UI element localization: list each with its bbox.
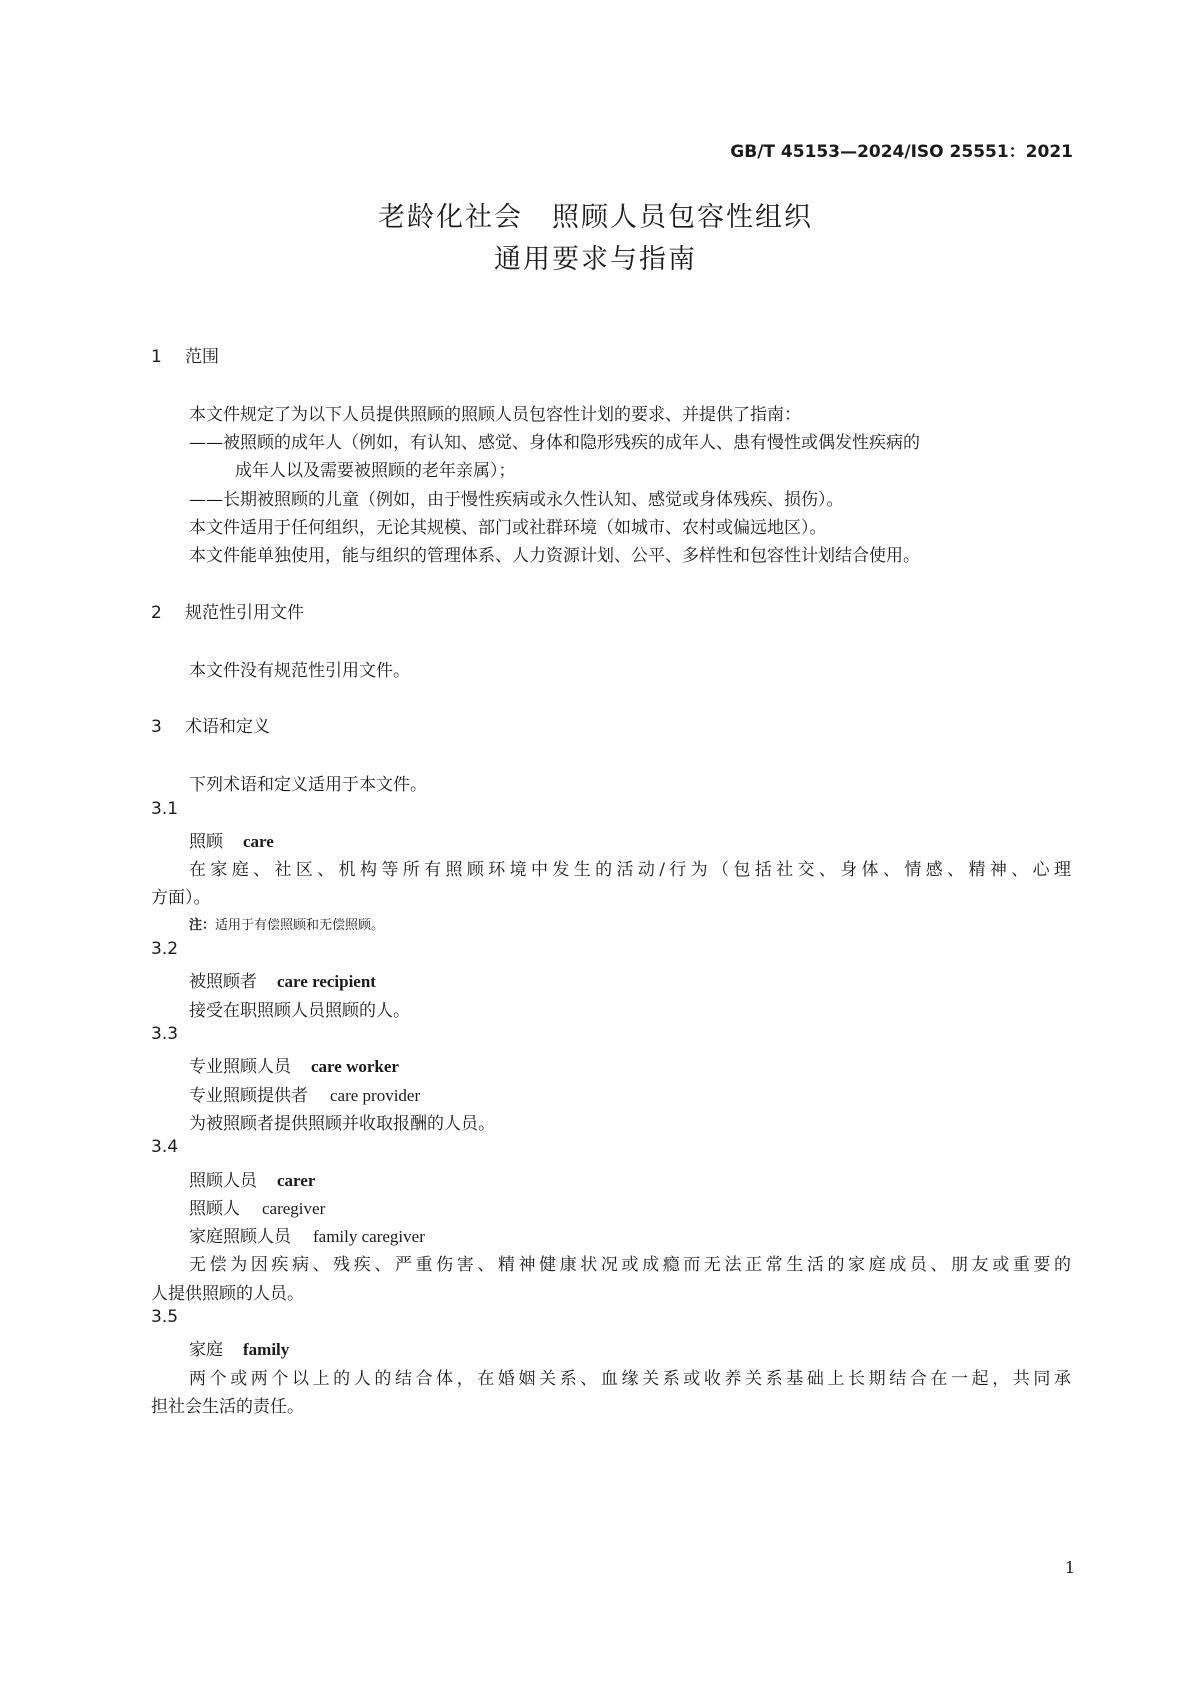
term-number: 3.2: [151, 939, 179, 959]
term-number: 3.4: [151, 1137, 179, 1157]
term-definition: 接受在职照顾人员照顾的人。: [189, 1001, 410, 1021]
alt-en: family caregiver: [313, 1227, 425, 1246]
section-number: 2: [151, 603, 162, 623]
term-en: care recipient: [277, 972, 376, 991]
term-definition: 两个或两个以上的人的结合体，在婚姻关系、血缘关系或收养关系基础上长期结合在一起，共同承: [189, 1369, 1071, 1389]
term-en: care worker: [311, 1057, 399, 1076]
term-zh: 照顾人员: [189, 1171, 257, 1191]
terms-intro: 下列术语和定义适用于本文件。: [189, 775, 427, 795]
scope-item-2: ——长期被照顾的儿童（例如，由于慢性疾病或永久性认知、感觉或身体残疾、损伤）。: [189, 490, 844, 510]
term-care-recipient: [189, 967, 376, 992]
normative-references-text: 本文件没有规范性引用文件。: [189, 661, 410, 681]
alt-en: caregiver: [262, 1199, 326, 1218]
term-definition: 为被照顾者提供照顾并收取报酬的人员。: [189, 1114, 495, 1134]
page-number: 1: [1064, 1558, 1075, 1577]
term-definition-cont: 方面）。: [151, 888, 211, 908]
alt-zh: 家庭照顾人员: [189, 1227, 291, 1247]
section-2-heading: [151, 598, 304, 623]
section-number: 1: [151, 347, 162, 367]
term-admitted-alt-2: [189, 1222, 425, 1247]
term-en: family: [243, 1340, 290, 1359]
term-zh: 家庭: [189, 1340, 223, 1360]
scope-applicability: 本文件适用于任何组织，无论其规模、部门或社群环境（如城市、农村或偏远地区）。: [189, 518, 827, 538]
scope-item-1-cont: 成年人以及需要被照顾的老年亲属）；: [235, 461, 516, 481]
standard-code: GB/T 45153—2024/ISO 25551：2021: [730, 142, 1073, 162]
document-title-line1: 老龄化社会 照顾人员包容性组织: [378, 202, 813, 233]
term-definition: 无偿为因疾病、残疾、严重伤害、精神健康状况或成瘾而无法正常生活的家庭成员、朋友或重要的: [189, 1255, 1071, 1275]
alt-en: care provider: [330, 1086, 421, 1105]
term-number: 3.5: [151, 1307, 179, 1327]
section-3-heading: [151, 712, 270, 737]
term-care-worker: [189, 1052, 399, 1077]
scope-usage: 本文件能单独使用，能与组织的管理体系、人力资源计划、公平、多样性和包容性计划结合使用。: [189, 546, 920, 566]
term-definition-cont: 人提供照顾的人员。: [151, 1284, 304, 1304]
term-note: [189, 914, 384, 933]
term-zh: 照顾: [189, 832, 223, 852]
term-number: 3.1: [151, 799, 179, 819]
alt-zh: 专业照顾提供者: [189, 1086, 308, 1106]
term-en: care: [243, 832, 274, 851]
term-admitted-alt: [189, 1081, 420, 1106]
term-care: [189, 827, 274, 852]
section-1-heading: [151, 342, 219, 367]
note-text: 适用于有偿照顾和无偿照顾。: [215, 918, 385, 933]
section-title: 规范性引用文件: [185, 603, 304, 623]
scope-intro: 本文件规定了为以下人员提供照顾的照顾人员包容性计划的要求、并提供了指南：: [189, 405, 801, 425]
document-title-line2: 通用要求与指南: [494, 244, 697, 275]
term-definition: 在家庭、社区、机构等所有照顾环境中发生的活动/行为（包括社交、身体、情感、精神、心理: [189, 860, 1071, 880]
term-admitted-alt-1: [189, 1194, 325, 1219]
term-carer: [189, 1166, 315, 1191]
section-title: 范围: [185, 347, 219, 367]
section-number: 3: [151, 717, 162, 737]
term-zh: 专业照顾人员: [189, 1057, 291, 1077]
term-en: carer: [277, 1171, 316, 1190]
term-zh: 被照顾者: [189, 972, 257, 992]
note-label: 注：: [189, 918, 216, 933]
term-number: 3.3: [151, 1024, 179, 1044]
term-family: [189, 1335, 289, 1360]
term-definition-cont: 担社会生活的责任。: [151, 1397, 304, 1417]
section-title: 术语和定义: [185, 717, 270, 737]
scope-item-1: ——被照顾的成年人（例如，有认知、感觉、身体和隐形残疾的成年人、患有慢性或偶发性疾病的: [189, 433, 920, 453]
alt-zh: 照顾人: [189, 1199, 240, 1219]
